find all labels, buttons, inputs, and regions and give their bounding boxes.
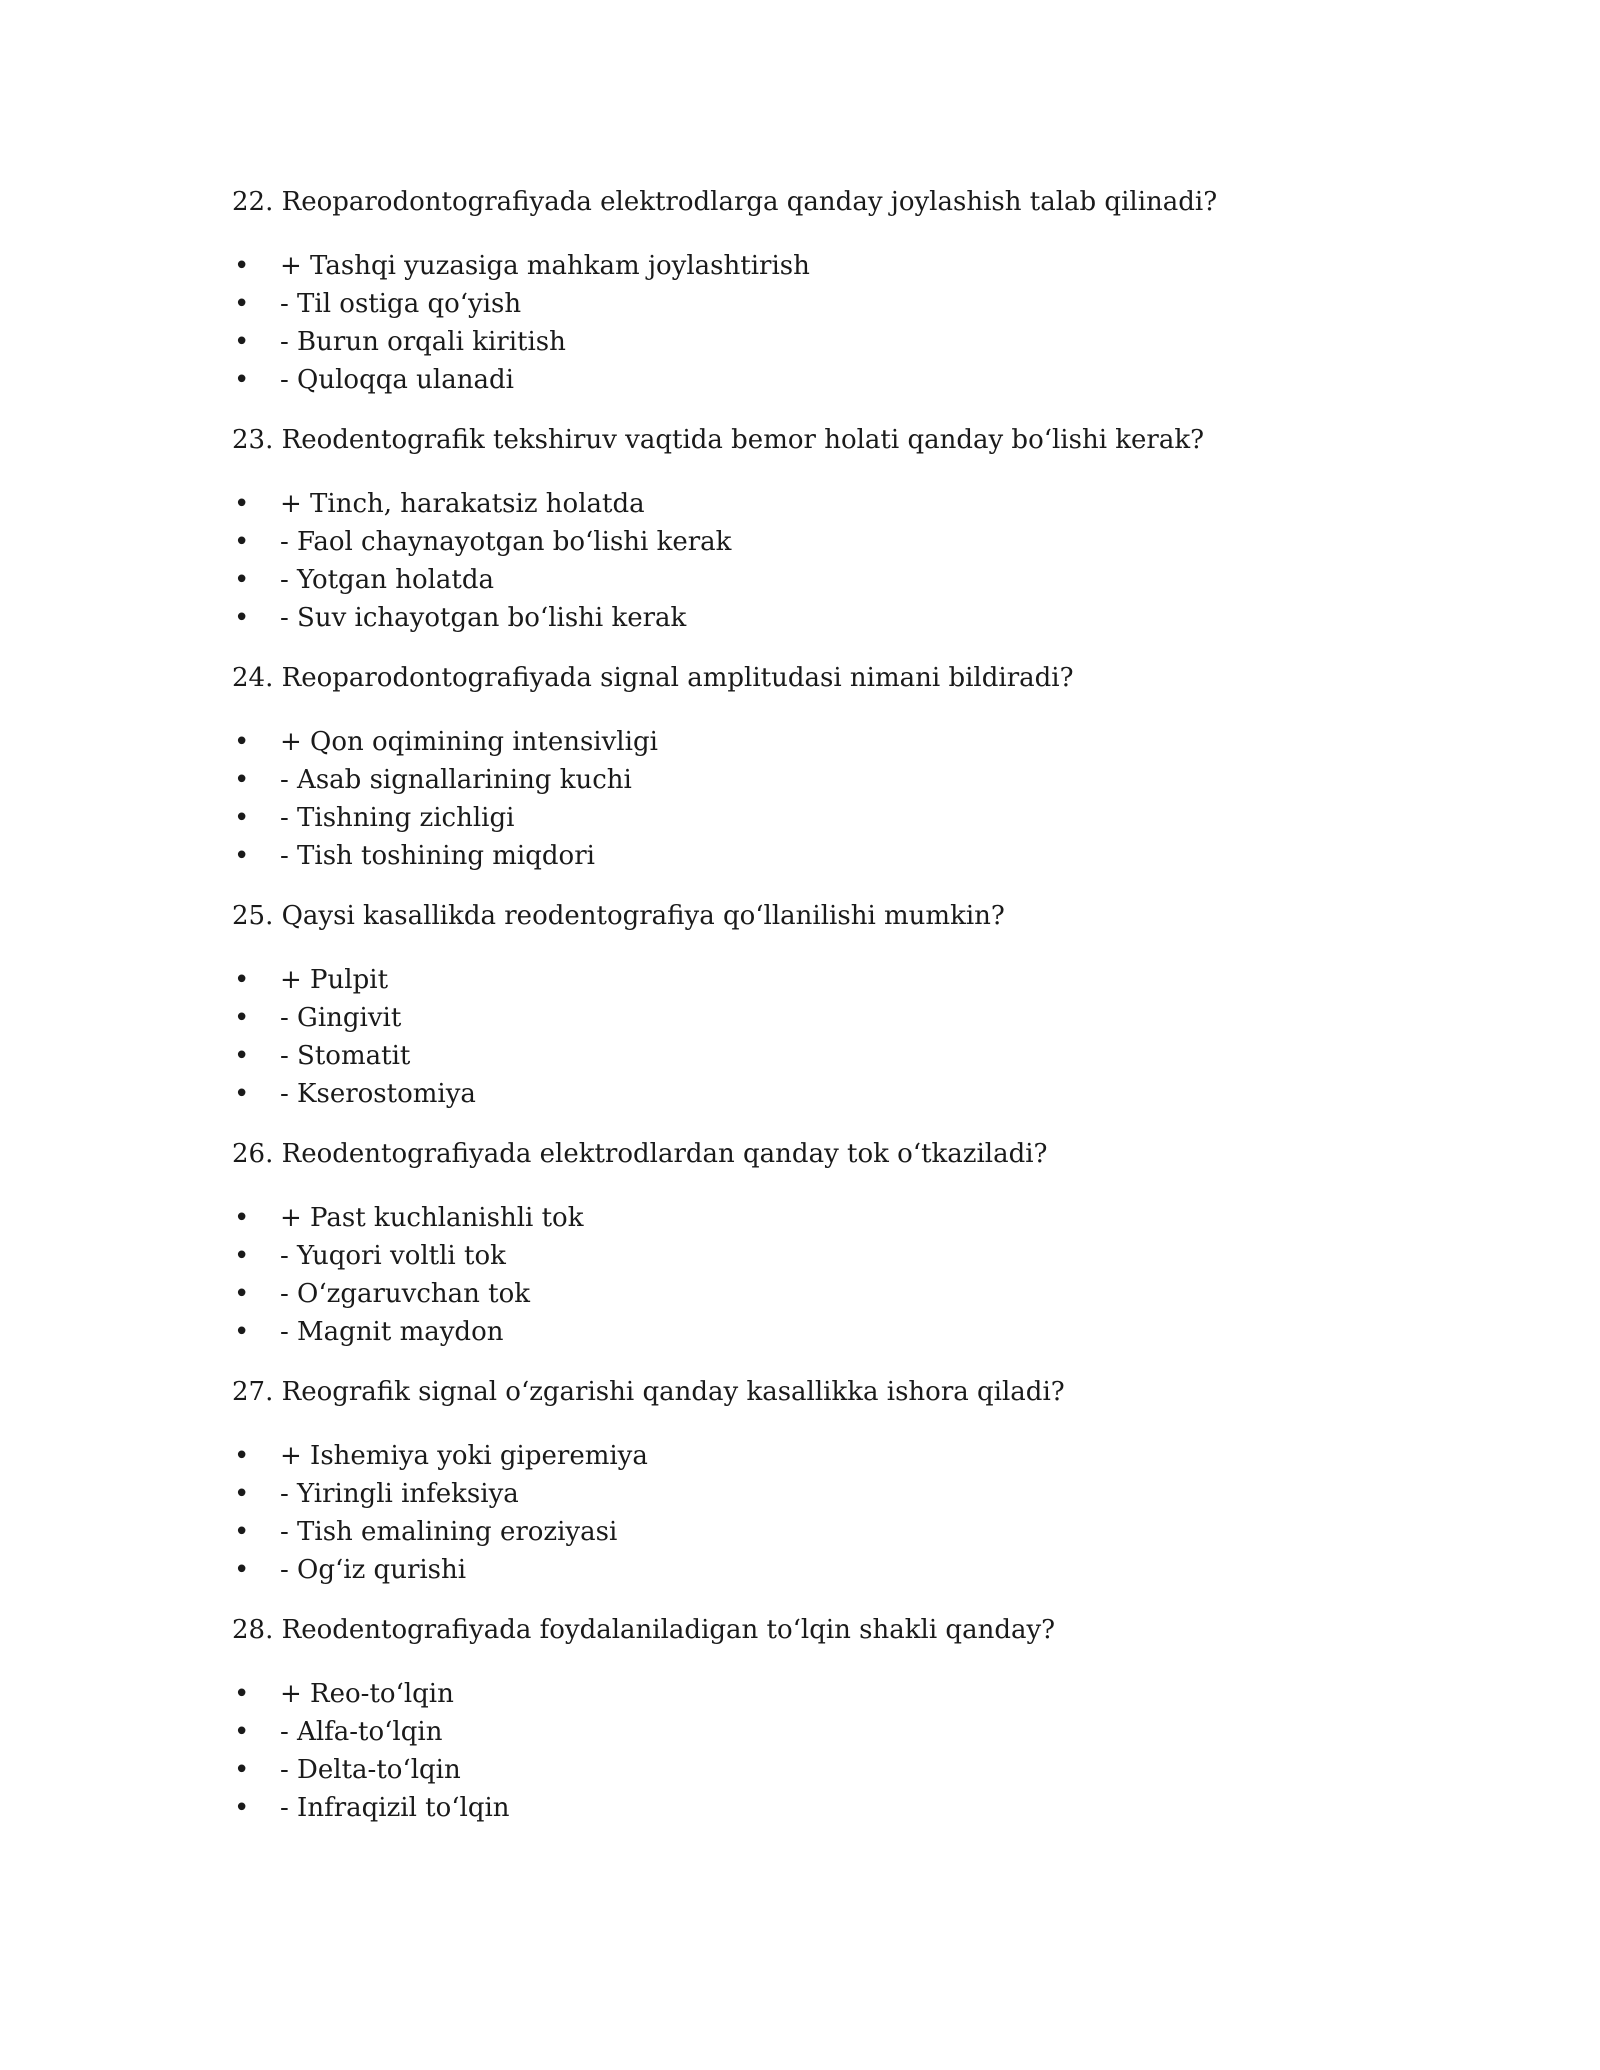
option-item xyxy=(232,485,1432,523)
option-list xyxy=(232,1199,1432,1351)
option-item xyxy=(232,599,1432,637)
bullet-icon: • xyxy=(234,603,250,633)
option-item xyxy=(232,1551,1432,1589)
option-text: - Tishning zichligi xyxy=(280,803,515,833)
bullet-icon: • xyxy=(234,841,250,871)
option-text: - Yotgan holatda xyxy=(280,565,495,595)
option-text: + Ishemiya yoki giperemiya xyxy=(280,1441,648,1471)
bullet-icon: • xyxy=(234,565,250,595)
option-item xyxy=(232,361,1432,399)
question-text: 22. Reoparodontografiyada elektrodlarga qanday joylashish talab qilinadi? xyxy=(232,187,1218,217)
bullet-icon: • xyxy=(234,965,250,995)
bullet-icon: • xyxy=(234,1679,250,1709)
option-list xyxy=(232,723,1432,875)
question-text: 25. Qaysi kasallikda reodentografiya qo‘llanilishi mumkin? xyxy=(232,901,1005,931)
option-text: - Magnit maydon xyxy=(280,1317,504,1347)
question-block-28 xyxy=(232,1613,1432,1827)
bullet-icon: • xyxy=(234,1079,250,1109)
question-text: 27. Reografik signal o‘zgarishi qanday kasallikka ishora qiladi? xyxy=(232,1377,1065,1407)
option-item xyxy=(232,1475,1432,1513)
option-item xyxy=(232,247,1432,285)
bullet-icon: • xyxy=(234,251,250,281)
option-text: - Yiringli infeksiya xyxy=(280,1479,519,1509)
bullet-icon: • xyxy=(234,1755,250,1785)
option-text: - Suv ichayotgan bo‘lishi kerak xyxy=(280,603,687,633)
option-item xyxy=(232,1199,1432,1237)
option-item xyxy=(232,723,1432,761)
bullet-icon: • xyxy=(234,1241,250,1271)
option-text: - Quloqqa ulanadi xyxy=(280,365,514,395)
bullet-icon: • xyxy=(234,1317,250,1347)
bullet-icon: • xyxy=(234,1717,250,1747)
option-item xyxy=(232,837,1432,875)
option-list xyxy=(232,961,1432,1113)
option-text: - Asab signallarining kuchi xyxy=(280,765,632,795)
bullet-icon: • xyxy=(234,289,250,319)
question-block-25 xyxy=(232,899,1432,1113)
option-item xyxy=(232,761,1432,799)
option-item xyxy=(232,1275,1432,1313)
option-text: - Faol chaynayotgan bo‘lishi kerak xyxy=(280,527,732,557)
bullet-icon: • xyxy=(234,765,250,795)
question-block-26 xyxy=(232,1137,1432,1351)
option-text: + Tashqi yuzasiga mahkam joylashtirish xyxy=(280,251,810,281)
option-text: - Til ostiga qo‘yish xyxy=(280,289,522,319)
bullet-icon: • xyxy=(234,1203,250,1233)
question-block-24 xyxy=(232,661,1432,875)
option-item xyxy=(232,523,1432,561)
option-list xyxy=(232,485,1432,637)
question-text: 26. Reodentografiyada elektrodlardan qanday tok o‘tkaziladi? xyxy=(232,1139,1048,1169)
option-item xyxy=(232,1037,1432,1075)
option-text: - Alfa-to‘lqin xyxy=(280,1717,443,1747)
bullet-icon: • xyxy=(234,1517,250,1547)
question-block-27 xyxy=(232,1375,1432,1589)
option-text: - Tish toshining miqdori xyxy=(280,841,595,871)
option-item xyxy=(232,1437,1432,1475)
option-text: - Infraqizil to‘lqin xyxy=(280,1793,510,1823)
option-item xyxy=(232,799,1432,837)
option-item xyxy=(232,1713,1432,1751)
option-text: - Burun orqali kiritish xyxy=(280,327,566,357)
option-item xyxy=(232,999,1432,1037)
option-list xyxy=(232,247,1432,399)
option-list xyxy=(232,1675,1432,1827)
option-text: - Tish emalining eroziyasi xyxy=(280,1517,618,1547)
option-item xyxy=(232,1237,1432,1275)
option-item xyxy=(232,1313,1432,1351)
option-text: - O‘zgaruvchan tok xyxy=(280,1279,531,1309)
bullet-icon: • xyxy=(234,1555,250,1585)
option-item xyxy=(232,1675,1432,1713)
option-item xyxy=(232,561,1432,599)
option-list xyxy=(232,1437,1432,1589)
option-item xyxy=(232,1751,1432,1789)
question-text: 23. Reodentografik tekshiruv vaqtida bemor holati qanday bo‘lishi kerak? xyxy=(232,425,1205,455)
option-text: + Pulpit xyxy=(280,965,389,995)
option-item xyxy=(232,961,1432,999)
option-text: - Stomatit xyxy=(280,1041,411,1071)
option-item xyxy=(232,1075,1432,1113)
bullet-icon: • xyxy=(234,1279,250,1309)
question-block-22 xyxy=(232,185,1432,399)
bullet-icon: • xyxy=(234,1041,250,1071)
bullet-icon: • xyxy=(234,1793,250,1823)
bullet-icon: • xyxy=(234,727,250,757)
option-text: - Delta-to‘lqin xyxy=(280,1755,461,1785)
option-text: + Tinch, harakatsiz holatda xyxy=(280,489,645,519)
bullet-icon: • xyxy=(234,1441,250,1471)
question-text: 28. Reodentografiyada foydalaniladigan to‘lqin shakli qanday? xyxy=(232,1615,1056,1645)
question-text: 24. Reoparodontografiyada signal amplitudasi nimani bildiradi? xyxy=(232,663,1074,693)
option-item xyxy=(232,285,1432,323)
option-text: - Yuqori voltli tok xyxy=(280,1241,506,1271)
bullet-icon: • xyxy=(234,1479,250,1509)
option-text: - Gingivit xyxy=(280,1003,402,1033)
option-text: + Reo-to‘lqin xyxy=(280,1679,454,1709)
bullet-icon: • xyxy=(234,803,250,833)
bullet-icon: • xyxy=(234,327,250,357)
option-text: - Og‘iz qurishi xyxy=(280,1555,467,1585)
bullet-icon: • xyxy=(234,365,250,395)
bullet-icon: • xyxy=(234,1003,250,1033)
bullet-icon: • xyxy=(234,527,250,557)
bullet-icon: • xyxy=(234,489,250,519)
option-item xyxy=(232,1789,1432,1827)
question-block-23 xyxy=(232,423,1432,637)
option-text: - Kserostomiya xyxy=(280,1079,476,1109)
option-item xyxy=(232,1513,1432,1551)
option-text: + Qon oqimining intensivligi xyxy=(280,727,658,757)
option-item xyxy=(232,323,1432,361)
option-text: + Past kuchlanishli tok xyxy=(280,1203,584,1233)
